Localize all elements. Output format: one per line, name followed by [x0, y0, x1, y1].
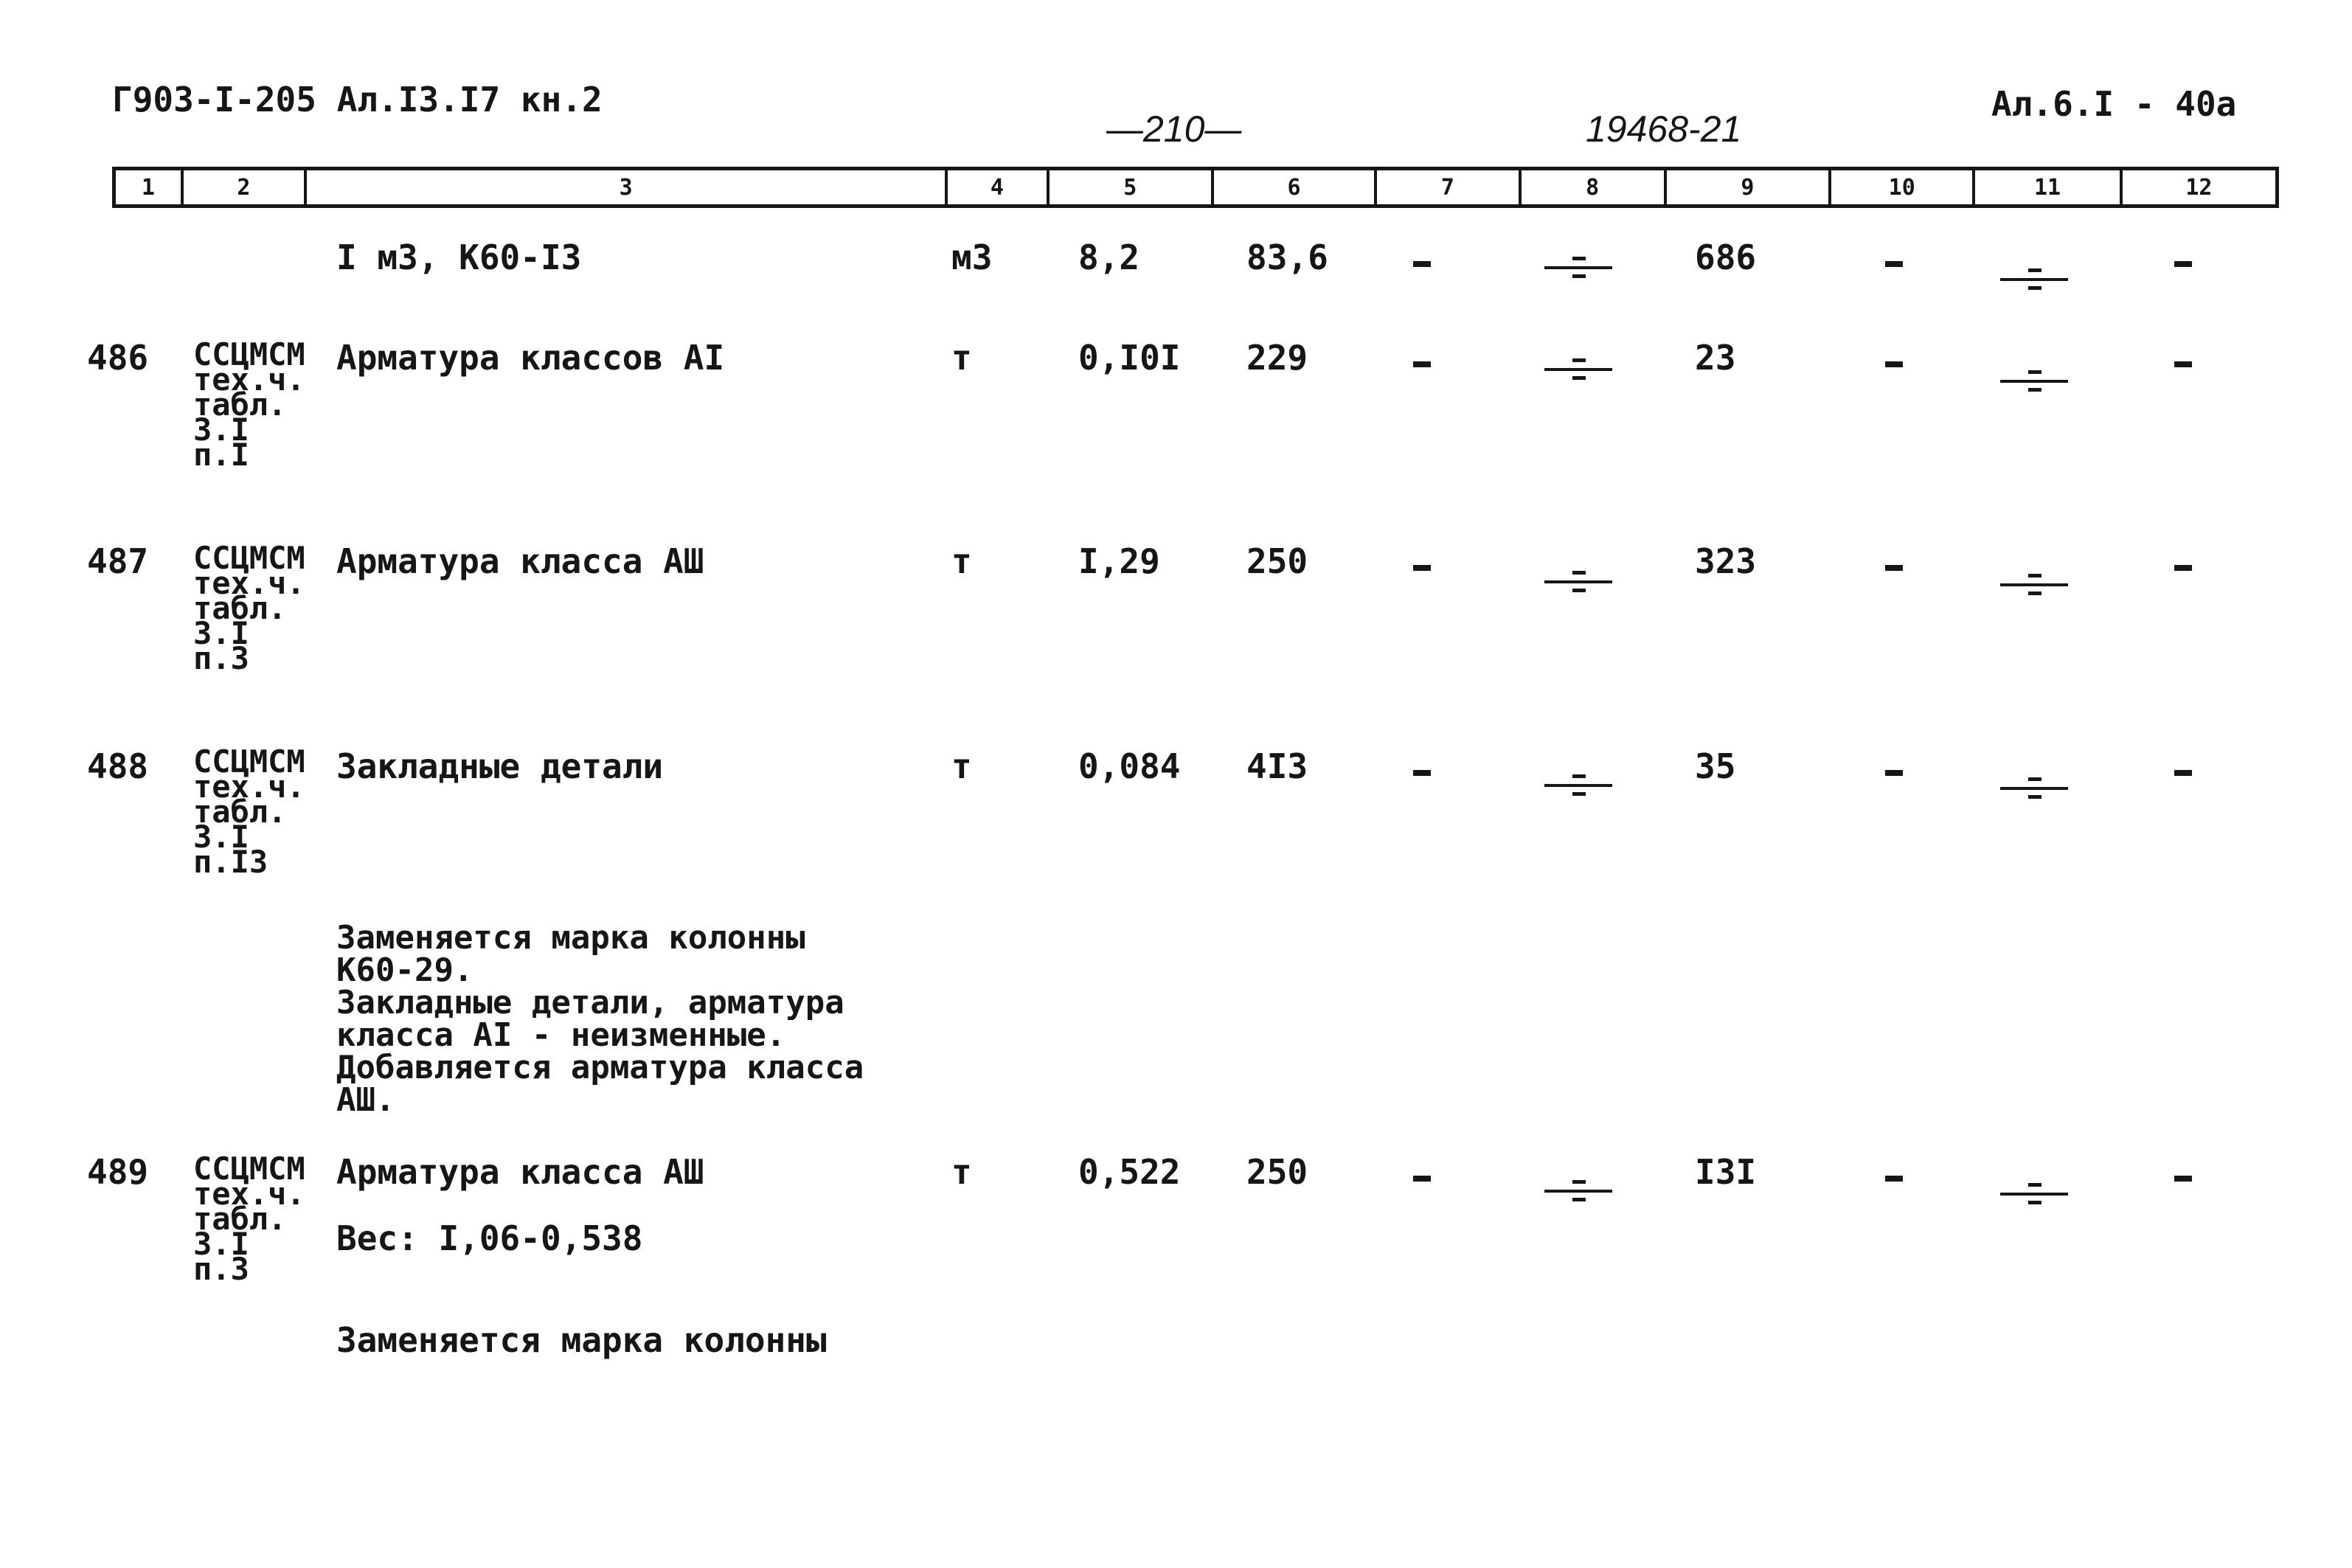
row-description: Закладные детали	[336, 746, 664, 786]
row-unit-price: 83,6	[1246, 237, 1328, 277]
empty-cell-dash	[2174, 770, 2192, 776]
empty-cell-dash	[2174, 1176, 2192, 1182]
row-total: 323	[1695, 541, 1757, 581]
row-unit-price: 4I3	[1246, 746, 1308, 786]
fraction-mark	[1544, 566, 1612, 596]
empty-cell-dash	[2174, 565, 2192, 571]
row-quantity: 0,522	[1078, 1152, 1181, 1192]
row-quantity: 0,084	[1078, 746, 1181, 786]
row-total: 23	[1695, 338, 1736, 378]
row-unit: т	[951, 1152, 972, 1192]
row-unit-price: 229	[1246, 338, 1308, 378]
column-header-1: 1	[141, 174, 155, 201]
row-number: 486	[87, 338, 149, 378]
replacement-note: Заменяется марка колонны К60-29. Закладные детали, арматура класса АI - неизменные. Добавляется арматура класса АШ.	[336, 919, 864, 1119]
fraction-mark	[2000, 569, 2068, 599]
column-header-4: 4	[945, 170, 1047, 204]
empty-cell-dash	[1413, 361, 1431, 367]
column-header-3: 3	[304, 170, 945, 204]
empty-cell-dash	[1885, 361, 1903, 367]
document-code: Г903-I-205 Ал.I3.I7 кн.2	[112, 80, 603, 119]
column-header-12: 12	[2120, 170, 2275, 204]
column-header-8: 8	[1519, 170, 1664, 204]
fraction-mark	[1544, 252, 1612, 282]
row-unit: м3	[951, 237, 993, 277]
empty-cell-dash	[1413, 261, 1431, 267]
row-description: Арматура класса АШ	[336, 1152, 704, 1192]
fraction-mark	[1544, 354, 1612, 384]
row-description: Арматура класса АШ	[336, 541, 704, 581]
row-total: 35	[1695, 746, 1736, 786]
row-reference: ССЦМСМ тех.ч. табл. 3.I п.I3	[193, 743, 305, 880]
empty-cell-dash	[1885, 1176, 1903, 1182]
row-unit-price: 250	[1246, 1152, 1308, 1192]
empty-cell-dash	[1413, 1176, 1431, 1182]
empty-cell-dash	[1413, 770, 1431, 776]
row-reference: ССЦМСМ тех.ч. табл. 3.I п.3	[193, 540, 305, 676]
row-number: 489	[87, 1152, 149, 1192]
column-header-10: 10	[1828, 170, 1972, 204]
row-description: Арматура классов АI	[336, 338, 725, 378]
fraction-mark	[2000, 773, 2068, 802]
weight-note: Вес: I,06-0,538	[336, 1218, 643, 1258]
row-description: I м3, К60-I3	[336, 237, 582, 277]
empty-cell-dash	[1885, 770, 1903, 776]
column-header-11: 11	[1972, 170, 2119, 204]
row-number: 488	[87, 746, 149, 786]
page-number: —210—	[1106, 108, 1242, 150]
row-quantity: 8,2	[1078, 237, 1140, 277]
handwritten-number: 19468-21	[1586, 108, 1742, 150]
column-header-9: 9	[1664, 170, 1828, 204]
row-total: 686	[1695, 237, 1757, 277]
column-header-7: 7	[1374, 170, 1518, 204]
fraction-mark	[2000, 1179, 2068, 1208]
row-unit: т	[951, 338, 972, 378]
row-reference: ССЦМСМ тех.ч. табл. 3.I п.I	[193, 336, 305, 473]
fraction-mark	[1544, 770, 1612, 799]
column-header-5: 5	[1047, 170, 1211, 204]
fraction-mark	[1544, 1176, 1612, 1205]
column-header-2: 2	[181, 170, 304, 204]
empty-cell-dash	[1413, 565, 1431, 571]
empty-cell-dash	[2174, 361, 2192, 367]
row-quantity: I,29	[1078, 541, 1160, 581]
row-quantity: 0,I0I	[1078, 338, 1181, 378]
column-header-row	[112, 167, 2279, 208]
fraction-mark	[2000, 366, 2068, 395]
row-total: I3I	[1695, 1152, 1757, 1192]
empty-cell-dash	[1885, 261, 1903, 267]
row-unit-price: 250	[1246, 541, 1308, 581]
column-header-6: 6	[1211, 170, 1374, 204]
fraction-mark	[2000, 264, 2068, 294]
replacement-note-continued: Заменяется марка колонны	[336, 1320, 827, 1360]
empty-cell-dash	[1885, 565, 1903, 571]
row-number: 487	[87, 541, 149, 581]
empty-cell-dash	[2174, 261, 2192, 267]
row-unit: т	[951, 541, 972, 581]
sheet-reference: Ал.6.I - 40а	[1991, 84, 2237, 124]
row-unit: т	[951, 746, 972, 786]
row-reference: ССЦМСМ тех.ч. табл. 3.I п.3	[193, 1151, 305, 1287]
